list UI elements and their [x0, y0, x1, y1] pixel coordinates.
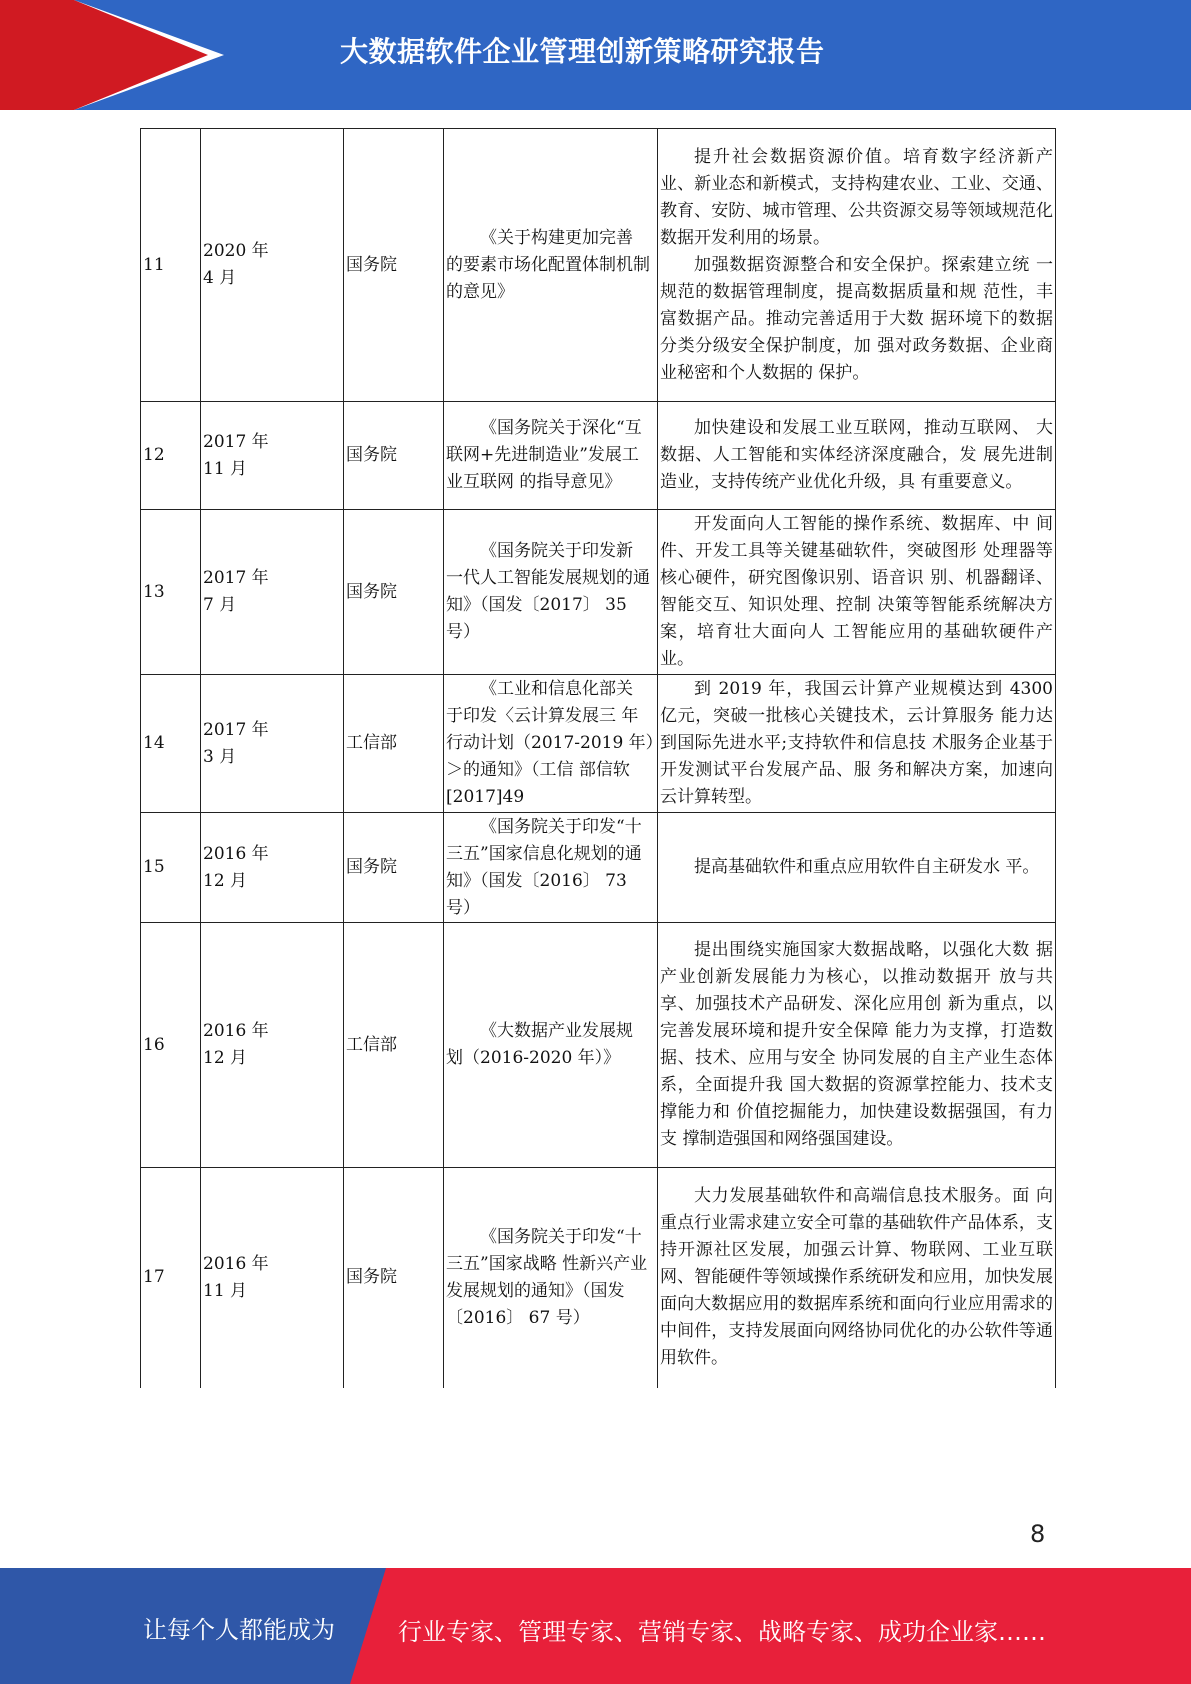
row-date	[201, 813, 344, 923]
row-issuer: 国务院	[344, 402, 444, 510]
row-issuer: 国务院	[344, 129, 444, 402]
row-date	[201, 923, 344, 1168]
table-row	[141, 402, 1056, 510]
row-content-paragraph: 加强数据资源整合和安全保护。探索建立统 一规范的数据管理制度，提高数据质量和规 范性，丰富数据产品。推动完善适用于大数 据环境下的数据分类分级安全保护制度，加 强对政务数据、企业商业秘密和个人数据的 保护。	[660, 254, 1053, 383]
table-row	[141, 923, 1056, 1168]
header-chevron	[74, 0, 208, 110]
row-date-text: 2020 年 4 月	[203, 241, 269, 288]
row-date-text: 2016 年 11 月	[203, 1253, 269, 1301]
row-document-title: 《工业和信息化部关 于印发〈云计算发展三 年行动计划（2017-2019 年）＞的通知》（工信 部信软[2017]49	[446, 679, 655, 807]
row-content-paragraph: 提升社会数据资源价值。培育数字经济新产 业、新业态和新模式，支持构建农业、工业、交通、教育、安防、城市管理、公共资源交易等领域规范化数据开发利用的场景。	[660, 146, 1053, 248]
row-content	[658, 923, 1056, 1168]
row-date	[201, 402, 344, 510]
row-document-title: 《国务院关于印发“十三五”国家信息化规划的通知》（国发〔2016〕 73 号）	[446, 816, 642, 918]
row-issuer: 国务院	[344, 1168, 444, 1388]
row-number: 11	[141, 129, 201, 402]
row-content-paragraph: 大力发展基础软件和高端信息技术服务。面 向重点行业需求建立安全可靠的基础软件产品体系，支持开源社区发展，加强云计算、物联网、工业互联网、智能硬件等领域操作系统研发和应用，加快发展面向大数据应用的数据库系统和面向行业应用需求的中间件，支持发展面向网络协同优化的办公软件等通用软件。	[660, 1186, 1053, 1369]
row-date-text: 2016 年 12 月	[203, 1021, 269, 1068]
page-footer	[0, 1568, 1191, 1684]
row-content	[658, 129, 1056, 402]
row-content	[658, 510, 1056, 675]
row-content-paragraph: 提出围绕实施国家大数据战略，以强化大数 据产业创新发展能力为核心，以推动数据开 放与共享、加强技术产品研发、深化应用创 新为重点，以完善发展环境和提升安全保障 能力为支撑，打造数据、技术、应用与安全 协同发展的自主产业生态体系，全面提升我 国大数据的资源掌控能力、技术支撑能力和 价值挖掘能力，加快建设数据强国，有力支 撑制造强国和网络强国建设。	[660, 940, 1053, 1149]
row-number: 14	[141, 675, 201, 813]
table-row	[141, 129, 1056, 402]
row-date-text: 2017 年 3 月	[203, 719, 269, 767]
header-red-band	[0, 0, 74, 110]
row-number: 17	[141, 1168, 201, 1388]
row-date-text: 2017 年 7 月	[203, 568, 269, 615]
row-date	[201, 129, 344, 402]
row-content-paragraph: 到 2019 年，我国云计算产业规模达到 4300 亿元，突破一批核心关键技术，云计算服务 能力达到国际先进水平;支持软件和信息技 术服务企业基于开发测试平台发展产品、服 务和解决方案，加速向云计算转型。	[660, 679, 1053, 807]
row-document-title: 《大数据产业发展规 划（2016-2020 年）》	[446, 1021, 633, 1068]
page-header	[0, 0, 1191, 110]
row-content	[658, 675, 1056, 813]
row-document	[444, 129, 658, 402]
row-document	[444, 675, 658, 813]
row-content-paragraph: 提高基础软件和重点应用软件自主研发水 平。	[694, 857, 1040, 877]
table-row	[141, 813, 1056, 923]
row-document	[444, 1168, 658, 1388]
row-date	[201, 510, 344, 675]
report-title: 大数据软件企业管理创新策略研究报告	[340, 35, 825, 68]
footer-slogan-right: 行业专家、管理专家、营销专家、战略专家、成功企业家……	[398, 1618, 1046, 1646]
row-document-title: 《关于构建更加完善 的要素市场化配置体制机制的意见》	[446, 227, 650, 302]
row-document	[444, 923, 658, 1168]
row-date	[201, 675, 344, 813]
row-issuer: 国务院	[344, 510, 444, 675]
row-number: 13	[141, 510, 201, 675]
row-content-paragraph: 加快建设和发展工业互联网，推动互联网、 大数据、人工智能和实体经济深度融合，发 展先进制造业，支持传统产业优化升级，具 有重要意义。	[660, 418, 1053, 492]
row-content	[658, 1168, 1056, 1388]
page-number: 8	[1030, 1520, 1046, 1548]
row-content-paragraph: 开发面向人工智能的操作系统、数据库、中 间件、开发工具等关键基础软件，突破图形 处理器等核心硬件，研究图像识别、语音识 别、机器翻译、智能交互、知识处理、控制 决策等智能系统解决方案，培育壮大面向人 工智能应用的基础软硬件产业。	[660, 514, 1053, 669]
row-document-title: 《国务院关于印发“十三五”国家战略 性新兴产业发展规划的通知》（国发〔2016〕 67 号）	[446, 1226, 648, 1328]
row-content	[658, 813, 1056, 923]
row-document	[444, 813, 658, 923]
row-issuer: 国务院	[344, 813, 444, 923]
row-number: 16	[141, 923, 201, 1168]
footer-blue-slant	[350, 1568, 386, 1684]
table-row	[141, 510, 1056, 675]
row-number: 12	[141, 402, 201, 510]
table-row	[141, 1168, 1056, 1388]
policy-table	[140, 128, 1053, 1388]
row-issuer: 工信部	[344, 923, 444, 1168]
row-date-text: 2017 年 11 月	[203, 431, 269, 479]
row-document-title: 《国务院关于印发新 一代人工智能发展规划的通知》（国发〔2017〕 35 号）	[446, 541, 650, 642]
row-content	[658, 402, 1056, 510]
row-document	[444, 510, 658, 675]
footer-slogan-left: 让每个人都能成为	[143, 1616, 335, 1644]
row-date	[201, 1168, 344, 1388]
row-document-title: 《国务院关于深化“互联网+先进制造业”发展工业互联网 的指导意见》	[446, 418, 642, 492]
table-row	[141, 675, 1056, 813]
row-date-text: 2016 年 12 月	[203, 843, 269, 891]
row-document	[444, 402, 658, 510]
row-issuer: 工信部	[344, 675, 444, 813]
row-number: 15	[141, 813, 201, 923]
